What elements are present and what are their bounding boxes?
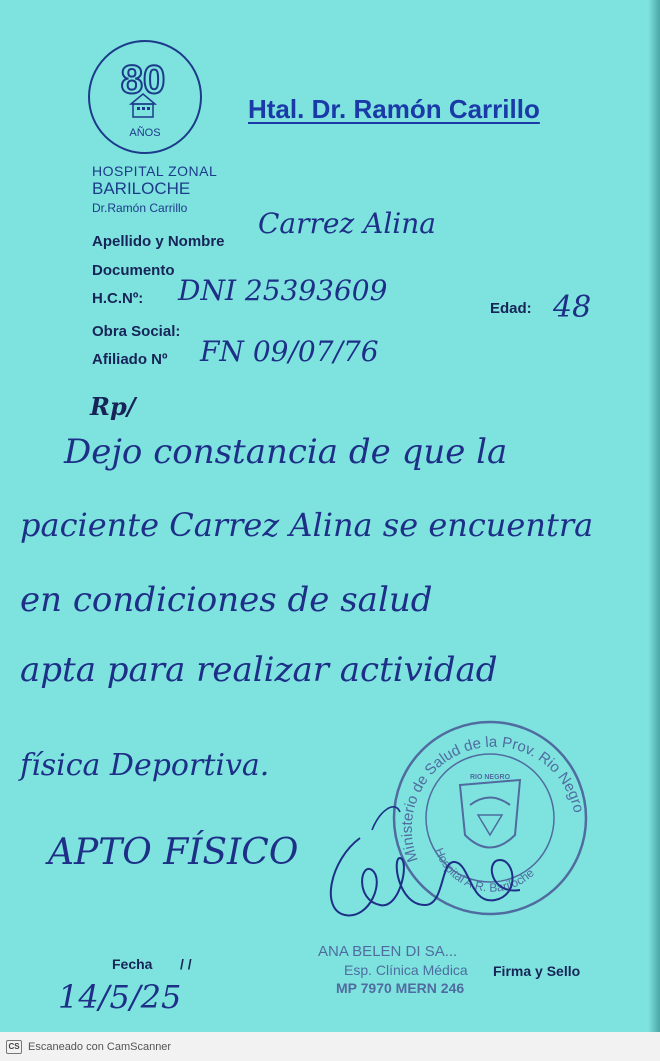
documento-value: DNI 25393609 <box>178 274 388 307</box>
doctor-license: MP 7970 MERN 246 <box>336 980 465 996</box>
hospital-name-line1: HOSPITAL ZONAL <box>92 163 218 179</box>
hospital-name-line2: BARILOCHE <box>92 179 191 198</box>
prescription-line-2: paciente Carrez Alina se encuentra <box>20 506 594 544</box>
rp-label: Rp/ <box>90 392 136 421</box>
scanner-text: Escaneado con CamScanner <box>28 1040 172 1053</box>
fecha-label: Fecha <box>112 956 153 972</box>
obra-social-label: Obra Social: <box>92 323 181 340</box>
stamp-emblem-text: RIO NEGRO <box>469 774 511 781</box>
fecha-slashes: / / <box>180 956 192 972</box>
firma-label: Firma y Sello <box>493 963 581 979</box>
afiliado-label: Afiliado Nº <box>92 351 168 368</box>
edad-label: Edad: <box>490 300 532 317</box>
doctor-signature <box>331 838 520 915</box>
stamp-ring-text: Ministerio de Salud de la Prov. Rio Negro <box>398 733 588 865</box>
hospital-name-line3: Dr.Ramón Carrillo <box>92 201 188 215</box>
afiliado-value: FN 09/07/76 <box>200 335 379 368</box>
prescription-line-4: apta para realizar actividad <box>20 650 498 690</box>
doctor-name: ANA BELEN DI SA... <box>318 943 458 960</box>
logo-years-text: 80 <box>120 58 166 102</box>
camscanner-icon: CS <box>6 1040 22 1054</box>
svg-text:Ministerio de Salud de la Prov <box>399 734 587 865</box>
apellido-label: Apellido y Nombre <box>92 233 225 250</box>
hcn-label: H.C.Nº: <box>92 290 144 307</box>
stamp-inner-text: Hospital A.R. Bariloche <box>432 845 537 895</box>
logo-anos-text: AÑOS <box>129 127 161 139</box>
prescription-line-5: física Deportiva. <box>20 748 270 783</box>
apellido-value: Carrez Alina <box>258 207 436 240</box>
svg-text:Hospital A.R. Bariloche <box>432 846 537 895</box>
doctor-specialty: Esp. Clínica Médica <box>344 962 468 978</box>
prescription-line-6: APTO FÍSICO <box>48 832 299 873</box>
hospital-title: Htal. Dr. Ramón Carrillo <box>248 94 540 124</box>
province-shield-icon <box>460 780 520 848</box>
prescription-line-1: Dejo constancia de que la <box>64 432 508 472</box>
scanner-watermark-bar <box>0 1032 660 1061</box>
documento-label: Documento <box>92 262 175 279</box>
fecha-value: 14/5/25 <box>58 978 182 1016</box>
prescription-line-3: en condiciones de salud <box>20 580 433 620</box>
edad-value: 48 <box>553 290 592 325</box>
official-stamp <box>394 722 587 914</box>
